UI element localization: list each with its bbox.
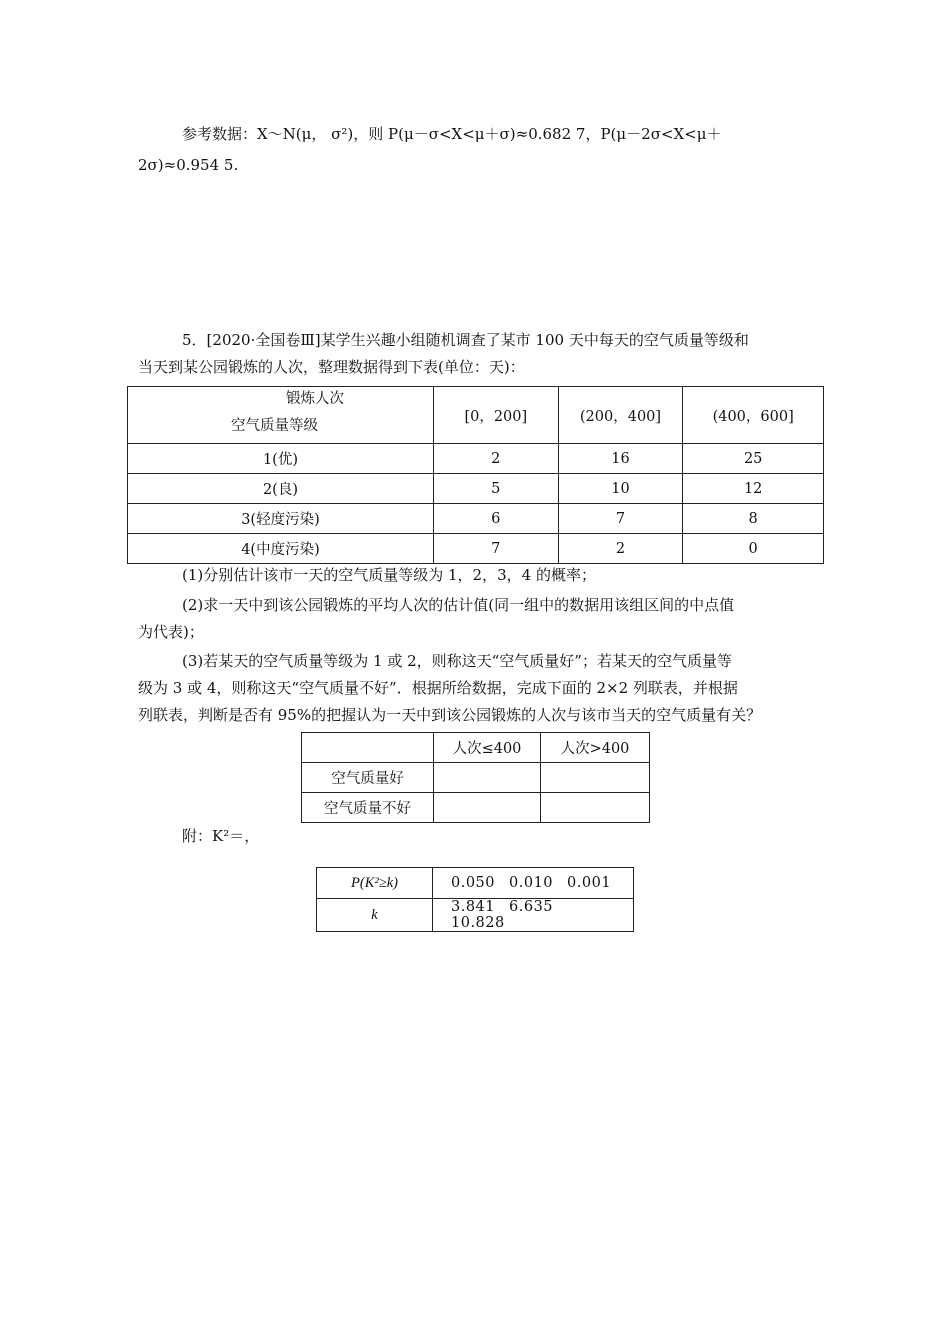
contingency-table — [301, 732, 650, 823]
part-2-text-line-1: (2)求一天中到该公园锻炼的平均人次的估计值(同一组中的数据用该组区间的中点值 — [182, 596, 735, 614]
table-cell — [433, 868, 634, 899]
row-label: 3(轻度污染) — [128, 504, 434, 534]
table-row — [302, 733, 650, 763]
corner-header-top: 锻炼人次 — [286, 391, 344, 407]
table-cell: 6 — [433, 504, 558, 534]
table-cell — [434, 763, 541, 793]
column-header: [0，200] — [433, 387, 558, 444]
table-row — [128, 504, 824, 534]
table-cell: 16 — [558, 444, 683, 474]
table-cell: 12 — [683, 474, 824, 504]
question-5-line-2: 当天到某公园锻炼的人次，整理数据得到下表(单位：天)： — [138, 358, 525, 376]
table-cell: 10 — [558, 474, 683, 504]
reference-data-line-2: 2σ)≈0.954 5. — [138, 156, 239, 174]
question-5-line-1: 5．[2020·全国卷Ⅲ]某学生兴趣小组随机调查了某市 100 天中每天的空气质量等级和 — [182, 331, 749, 349]
row-label: k — [317, 899, 433, 932]
row-label: 空气质量好 — [302, 763, 434, 793]
value: 10.828 — [451, 915, 505, 931]
column-header: 人次≤400 — [434, 733, 541, 763]
table-row — [302, 793, 650, 823]
air-quality-exercise-table — [127, 386, 824, 564]
row-label: 空气质量不好 — [302, 793, 434, 823]
table-row — [302, 763, 650, 793]
critical-value-table — [316, 867, 634, 932]
table-row — [128, 474, 824, 504]
table-row — [317, 868, 634, 899]
reference-data-line-1: 参考数据：X～N(μ， σ²)，则 P(μ－σ<X<μ＋σ)≈0.682 7，P(μ－2σ<X<μ＋ — [182, 125, 722, 143]
part-2-text-line-2: 为代表)； — [138, 623, 204, 641]
part-3-text-line-1: (3)若某天的空气质量等级为 1 或 2，则称这天“空气质量好”；若某天的空气质量等 — [182, 652, 732, 670]
table-cell — [302, 733, 434, 763]
table-cell — [434, 793, 541, 823]
value: 0.001 — [567, 875, 612, 891]
value: 0.010 — [509, 875, 554, 891]
table-cell: 25 — [683, 444, 824, 474]
column-header: 人次>400 — [541, 733, 650, 763]
table-row — [128, 534, 824, 564]
part-3-text-line-3: 列联表，判断是否有 95%的把握认为一天中到该公园锻炼的人次与该市当天的空气质量有关？ — [138, 706, 762, 724]
column-header: (400，600] — [683, 387, 824, 444]
table-cell: 5 — [433, 474, 558, 504]
column-header: (200，400] — [558, 387, 683, 444]
row-label: P(K²≥k) — [317, 868, 433, 899]
row-label: 2(良) — [128, 474, 434, 504]
table-cell: 2 — [558, 534, 683, 564]
row-label: 4(中度污染) — [128, 534, 434, 564]
table-cell: 7 — [558, 504, 683, 534]
table-cell: 0 — [683, 534, 824, 564]
row-label: 1(优) — [128, 444, 434, 474]
table-row — [317, 899, 634, 932]
part-1-text: (1)分别估计该市一天的空气质量等级为 1，2，3，4 的概率； — [182, 566, 596, 584]
table-corner-header — [128, 387, 434, 444]
corner-header-bottom: 空气质量等级 — [231, 418, 318, 434]
table-cell: 8 — [683, 504, 824, 534]
appendix-formula: 附：K²＝， — [182, 827, 260, 845]
part-3-text-line-2: 级为 3 或 4，则称这天“空气质量不好”．根据所给数据，完成下面的 2×2 列联表，并根据 — [138, 679, 738, 697]
table-cell: 7 — [433, 534, 558, 564]
table-cell — [433, 899, 634, 932]
value: 3.841 — [451, 899, 496, 915]
value: 6.635 — [509, 899, 554, 915]
table-cell — [541, 793, 650, 823]
table-cell — [541, 763, 650, 793]
value: 0.050 — [451, 875, 496, 891]
table-cell: 2 — [433, 444, 558, 474]
table-row — [128, 444, 824, 474]
